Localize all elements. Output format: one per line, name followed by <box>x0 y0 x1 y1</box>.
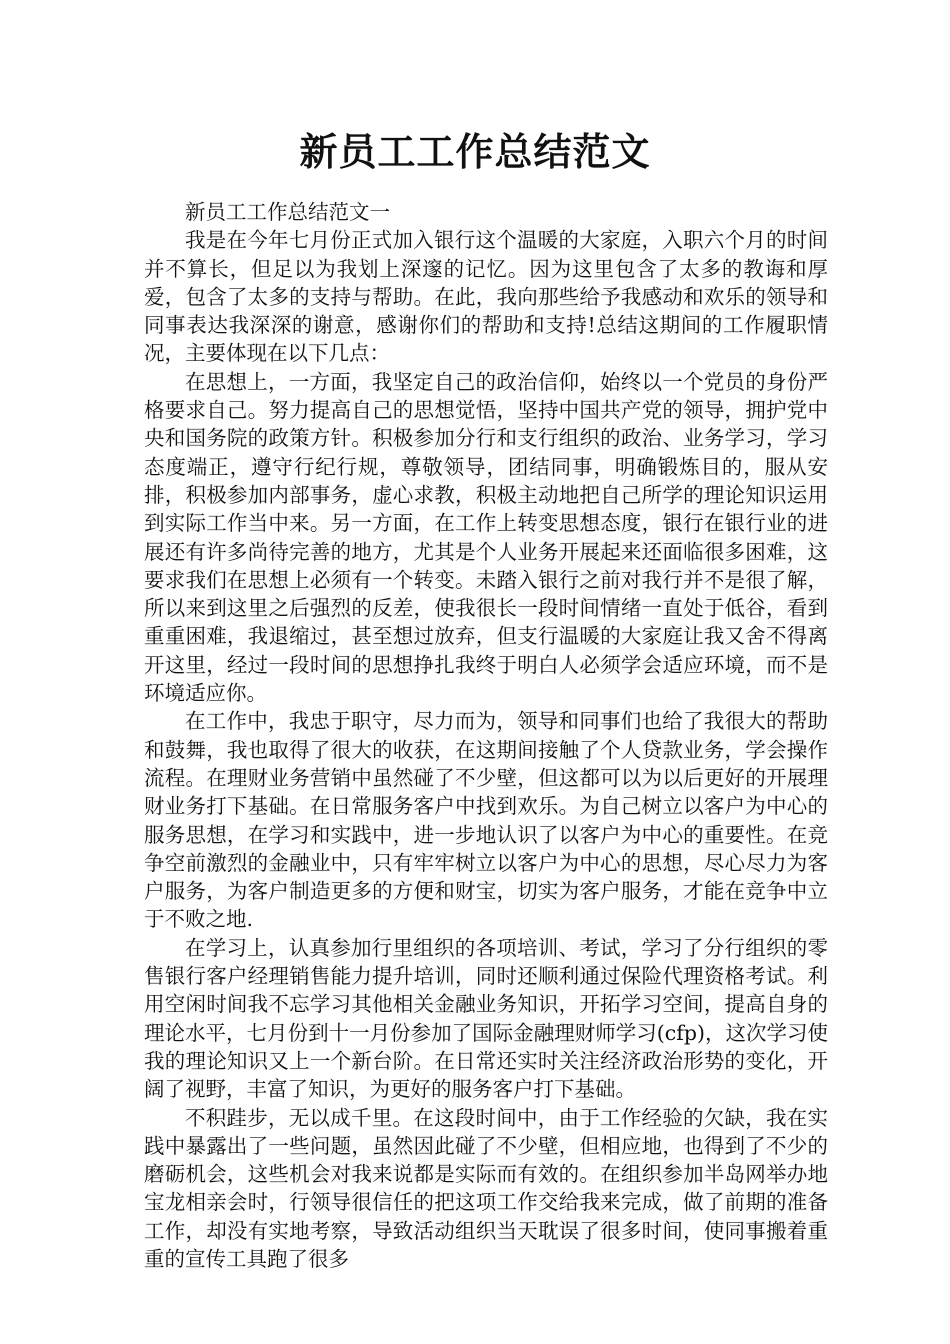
paragraph-work: 在工作中，我忠于职守，尽力而为，领导和同事们也给了我很大的帮助和鼓舞，我也取得了很大的收获，在这期间接触了个人贷款业务，学会操作流程。在理财业务营销中虽然碰了不少壁，但这都可以为以后更好的开展理财业务打下基础。在日常服务客户中找到欢乐。为自己树立以客户为中心的服务思想，在学习和实践中，进一步地认识了以客户为中心的重要性。在竞争空前激烈的金融业中，只有牢牢树立以客户为中心的思想，尽心尽力为客户服务，为客户制造更多的方便和财宝，切实为客户服务，才能在竞争中立于不败之地. <box>144 709 828 932</box>
document-body <box>144 198 828 1273</box>
document-title: 新员工工作总结范文 <box>299 130 651 174</box>
paragraph-thought: 在思想上，一方面，我坚定自己的政治信仰，始终以一个党员的身份严格要求自己。努力提高自己的思想觉悟，坚持中国共产党的领导，拥护党中央和国务院的政策方针。积极参加分行和支行组织的政治、业务学习，学习态度端正，遵守行纪行规，尊敬领导，团结同事，明确锻炼目的，服从安排，积极参加内部事务，虚心求教，积极主动地把自己所学的理论知识运用到实际工作当中来。另一方面，在工作上转变思想态度，银行在银行业的进展还有许多尚待完善的地方，尤其是个人业务开展起来还面临很多困难，这要求我们在思想上必须有一个转变。未踏入银行之前对我行并不是很了解，所以来到这里之后强烈的反差，使我很长一段时间情绪一直处于低谷，看到重重困难，我退缩过，甚至想过放弃，但支行温暖的大家庭让我又舍不得离开这里，经过一段时间的思想挣扎我终于明白人必须学会适应环境，而不是环境适应你。 <box>144 369 828 706</box>
paragraph-intro: 我是在今年七月份正式加入银行这个温暖的大家庭，入职六个月的时间并不算长，但足以为我划上深邃的记忆。因为这里包含了太多的教诲和厚爱，包含了太多的支持与帮助。在此，我向那些给予我感动和欢乐的领导和同事表达我深深的谢意，感谢你们的帮助和支持!总结这期间的工作履职情况，主要体现在以下几点： <box>144 228 828 366</box>
section-heading: 新员工工作总结范文一 <box>185 200 390 224</box>
paragraph-study: 在学习上，认真参加行里组织的各项培训、考试，学习了分行组织的零售银行客户经理销售能力提升培训，同时还顺利通过保险代理资格考试。利用空闲时间我不忘学习其他相关金融业务知识，开拓学习空间，提高自身的理论水平，七月份到十一月份参加了国际金融理财师学习(cfp)，这次学习使我的理论知识又上一个新台阶。在日常还实时关注经济政治形势的变化，开阔了视野，丰富了知识，为更好的服务客户打下基础。 <box>144 935 828 1102</box>
paragraph-reflection: 不积跬步，无以成千里。在这段时间中，由于工作经验的欠缺，我在实践中暴露出了一些问题，虽然因此碰了不少壁，但相应地，也得到了不少的磨砺机会，这些机会对我来说都是实际而有效的。在组织参加半岛网举办地宝龙相亲会时，行领导很信任的把这项工作交给我来完成，做了前期的准备工作，却没有实地考察，导致活动组织当天耽误了很多时间，使同事搬着重重的宣传工具跑了很多 <box>144 1105 828 1271</box>
